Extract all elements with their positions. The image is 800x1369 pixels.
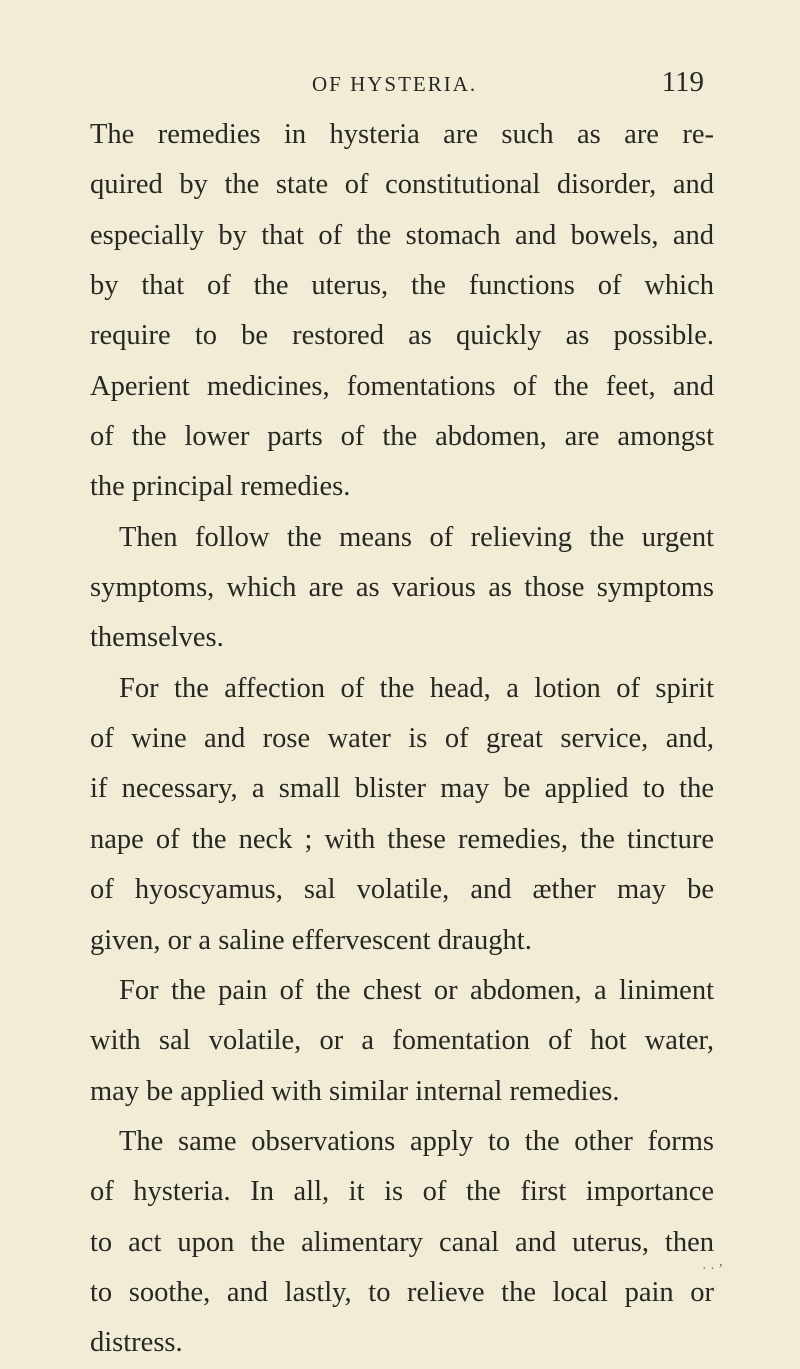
text-line: distress.	[90, 1327, 183, 1359]
text-line: of hysteria. In all, it is of the first importance	[90, 1176, 714, 1208]
text-line: of wine and rose water is of great service, and,	[90, 723, 714, 755]
text-line: to soothe, and lastly, to relieve the local pain or	[90, 1276, 714, 1308]
running-title: OF HYSTERIA.	[312, 72, 478, 96]
text-line: For the pain of the chest or abdomen, a liniment	[119, 974, 714, 1006]
text-line: nape of the neck ; with these remedies, the tincture	[90, 823, 714, 855]
text-line: of the lower parts of the abdomen, are amongst	[90, 421, 714, 453]
text-line: symptoms, which are as various as those symptoms	[90, 572, 714, 604]
running-head	[90, 62, 714, 102]
body-text	[90, 110, 714, 1369]
text-line: Aperient medicines, fomentations of the feet, and	[90, 370, 714, 402]
text-line: the principal remedies.	[90, 471, 351, 503]
text-line: with sal volatile, or a fomentation of hot water,	[90, 1025, 714, 1057]
page-number: 119	[661, 66, 704, 98]
text-line: require to be restored as quickly as possible.	[90, 320, 714, 352]
text-line: Then follow the means of relieving the urgent	[119, 521, 714, 553]
text-line: may be applied with similar internal remedies.	[90, 1075, 620, 1107]
text-line: For the affection of the head, a lotion of spirit	[119, 672, 714, 704]
text-line: by that of the uterus, the functions of which	[90, 270, 714, 302]
text-line: quired by the state of constitutional disorder, and	[90, 169, 714, 201]
text-line: themselves.	[90, 622, 224, 654]
text-line: The remedies in hysteria are such as are re-	[90, 119, 714, 150]
text-line: especially by that of the stomach and bowels, and	[90, 219, 714, 251]
text-line: given, or a saline effervescent draught.	[90, 924, 532, 956]
ink-speck-decoration: · · ʼ	[702, 1262, 723, 1277]
text-line: if necessary, a small blister may be applied to the	[90, 773, 714, 805]
text-line: The same observations apply to the other forms	[119, 1125, 714, 1157]
text-line: of hyoscyamus, sal volatile, and æther may be	[90, 874, 714, 906]
text-line: to act upon the alimentary canal and uterus, then	[90, 1226, 714, 1258]
